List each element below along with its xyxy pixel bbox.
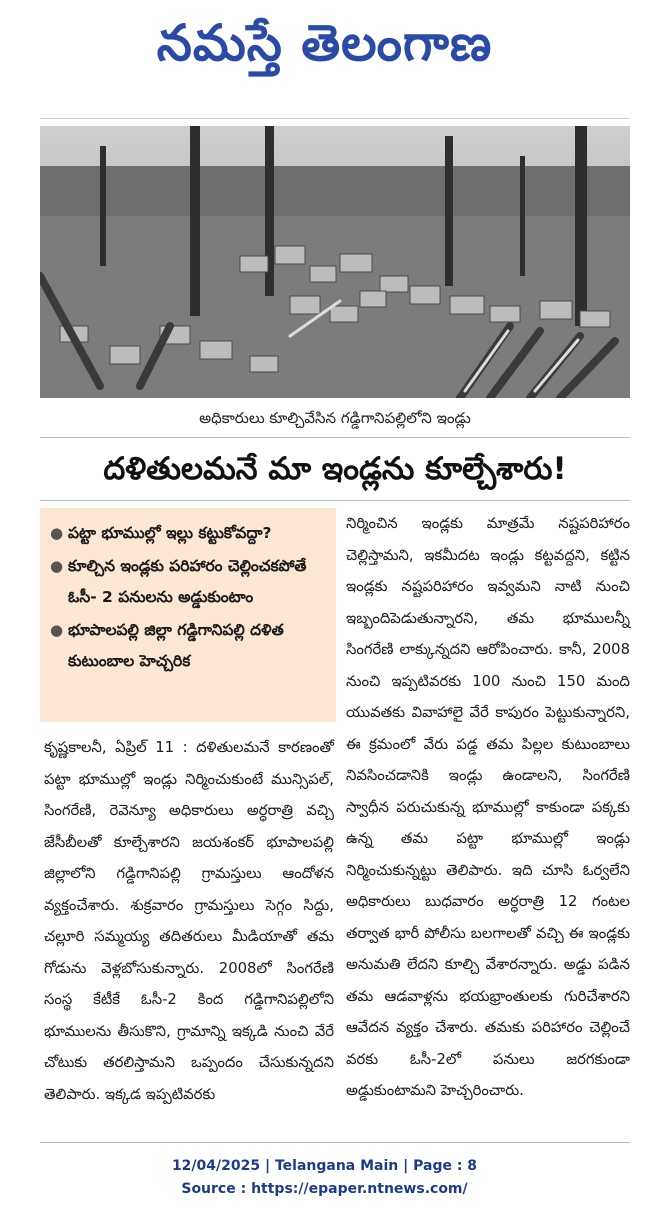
article-body-left-column: కృష్ణకాలనీ, ఏప్రిల్ 11 : దళితులమనే కారణంతో పట్టా భూముల్లో ఇండ్లు నిర్మించుకుంటే మున్సిపల్, సింగరేణి, రెవెన్యూ అధికారులు అర్ధరాత్రి వచ్చి జేసీబీలతో కూల్చేశారని జయశంకర్ భూపాలపల్లి జిల్లాలోని గడ్డిగానిపల్లి గ్రామస్తులు ఆందోళన వ్యక్తంచేశారు. శుక్రవారం గ్రామస్తులు సెగ్గం సిద్దు, చల్లూరి సమ్మయ్య తదితరులు మీడియాతో తమ గోడును వెళ్లబోసుకున్నారు. 2008లో సింగరేణి సంస్థ కేటీకే ఓసీ-2 కింద గడ్డిగానిపల్లిలోని భూములను తీసుకొని, గ్రామాన్ని ఇక్కడి నుంచి వేరే చోటుకు తరలిస్తామని ఒప్పందం చేసుకున్నదని తెలిపారు. ఇక్కడ ఇప్పటివరకు	[44, 739, 334, 1103]
news-photo	[40, 126, 630, 398]
highlight-item: ● కూల్చిన ఇండ్లకు పరిహారం చెల్లించకపోతే ఓసీ- 2 పనులను అడ్డుకుంటాం	[48, 551, 328, 613]
footer-divider	[40, 1142, 630, 1143]
newspaper-title: నమస్తే తెలంగాణ	[156, 13, 493, 72]
bullet-icon: ●	[50, 524, 64, 542]
demolished-houses-image	[40, 126, 630, 398]
highlight-item: ● భూపాలపల్లి జిల్లా గడ్డిగానిపల్లి దళిత కుటుంబాల హెచ్చరిక	[48, 615, 328, 677]
article-headline: దళితులమనే మా ఇండ్లను కూల్చేశారు!	[103, 451, 567, 487]
article-body-right-column: నిర్మించిన ఇండ్లకు మాత్రమే నష్టపరిహారం చెల్లిస్తామని, ఇకమీదట ఇండ్లు కట్టవద్దని, కట్టిన ఇండ్లకు నష్టపరిహారం ఇవ్వమని నాటి నుంచి ఇబ్బందిపెడుతున్నారని, తమ భూములన్నీ సింగరేణి లాక్కున్నదని ఆరోపించారు. కానీ, 2008 నుంచి ఇప్పటివరకు 100 నుంచి 150 మంది యువతకు వివాహాలై వేరే కాపురం పెట్టుకున్నారని, ఈ క్రమంలో వేరు పడ్డ తమ పిల్లల కుటుంబాలు నివసించడానికి ఇండ్లు ఉండాలని, సింగరేణి స్వాధీన పరుచుకున్న భూముల్లో కాకుండా పక్కకు ఉన్న తమ పట్టా భూముల్లో ఇండ్లు నిర్మించుకున్నట్టు తెలిపారు. ఇది చూసి ఓర్వలేని అధికారులు బుధవారం అర్ధరాత్రి 12 గంటల తర్వాత భారీ పోలీసు బలగాలతో వచ్చి ఈ ఇండ్లకు అనుమతి లేదని కూల్చి వేశారన్నారు. అడ్డు పడిన తమ ఆడవాళ్లను భయభ్రాంతులకు గురిచేశారని ఆవేదన వ్యక్తం చేశారు. తమకు పరిహారం చెల్లించే వరకు ఓసీ-2లో పనులు జరగకుండా అడ్డుకుంటామని హెచ్చరించారు.	[346, 515, 630, 1099]
bullet-icon: ●	[50, 557, 64, 575]
footer-edition-info: 12/04/2025 | Telangana Main | Page : 8	[171, 1158, 478, 1174]
bullet-icon: ●	[50, 621, 64, 639]
footer-source-link: Source : https://epaper.ntnews.com/	[181, 1181, 468, 1197]
photo-caption: అధికారులు కూల్చివేసిన గడ్డిగానిపల్లిలోని ఇండ్లు	[199, 409, 471, 427]
top-divider	[40, 118, 630, 119]
caption-divider	[40, 437, 630, 438]
highlight-item: ● పట్టా భూముల్లో ఇల్లు కట్టుకోవద్దా?	[48, 518, 328, 549]
highlights-box	[40, 508, 336, 722]
headline-divider	[40, 500, 630, 501]
masthead	[0, 8, 649, 78]
